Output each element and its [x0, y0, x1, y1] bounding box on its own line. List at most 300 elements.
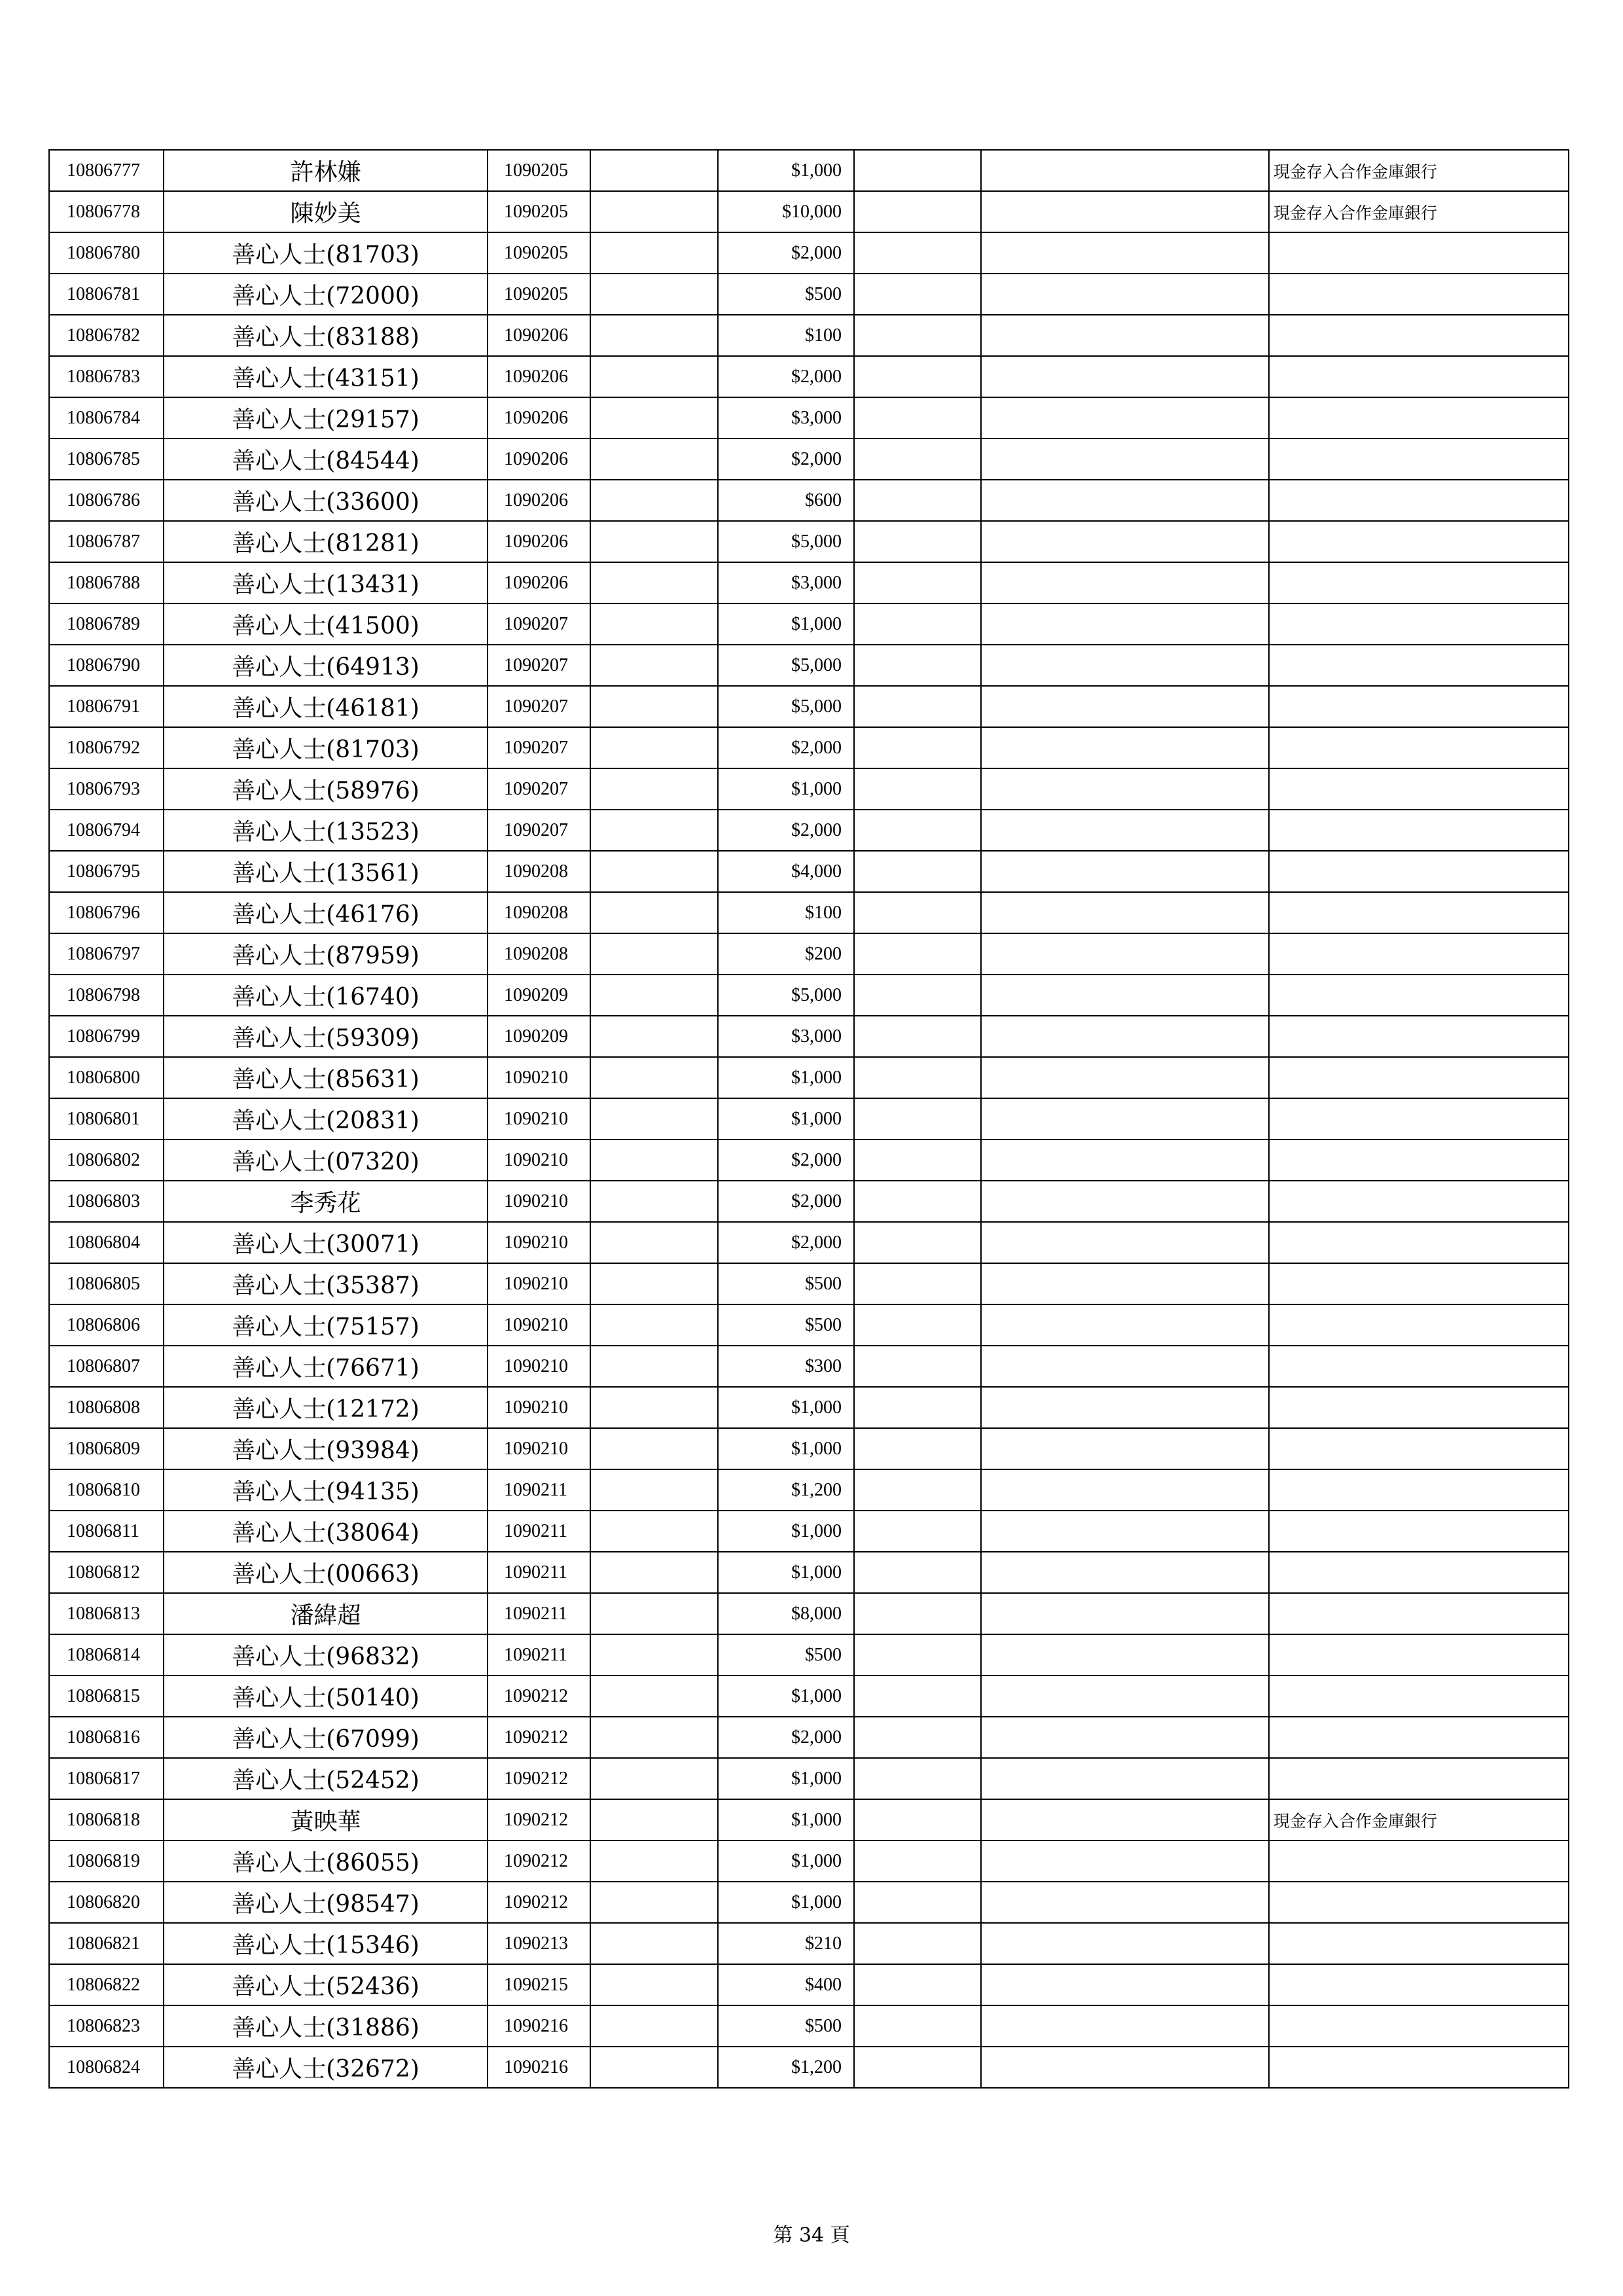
blank-cell — [981, 315, 1269, 356]
receipt-number-cell: 10806806 — [49, 1304, 164, 1346]
receipt-number-cell: 10806824 — [49, 2047, 164, 2088]
blank-cell — [590, 191, 718, 232]
amount-cell: $2,000 — [718, 356, 854, 397]
amount-cell: $1,000 — [718, 603, 854, 645]
date-cell: 1090216 — [488, 2047, 590, 2088]
note-cell — [1269, 1428, 1569, 1469]
receipt-number-cell: 10806812 — [49, 1552, 164, 1593]
table-row — [49, 2005, 1569, 2047]
donor-name-cell: 善心人士(32672) — [164, 2047, 488, 2088]
donor-name-cell: 陳妙美 — [164, 191, 488, 232]
note-cell — [1269, 1222, 1569, 1263]
blank-cell — [854, 851, 981, 892]
blank-cell — [854, 1552, 981, 1593]
blank-cell — [981, 851, 1269, 892]
table-row — [49, 356, 1569, 397]
donor-name-cell: 善心人士(13431) — [164, 562, 488, 603]
blank-cell — [854, 1923, 981, 1964]
receipt-number-cell: 10806786 — [49, 480, 164, 521]
date-cell: 1090207 — [488, 686, 590, 727]
blank-cell — [854, 686, 981, 727]
blank-cell — [590, 686, 718, 727]
blank-cell — [854, 1634, 981, 1676]
blank-cell — [590, 1799, 718, 1840]
donor-name-cell: 善心人士(12172) — [164, 1387, 488, 1428]
donor-name-cell: 善心人士(13561) — [164, 851, 488, 892]
amount-cell: $100 — [718, 892, 854, 933]
note-cell: 現金存入合作金庫銀行 — [1269, 191, 1569, 232]
amount-cell: $1,000 — [718, 1552, 854, 1593]
blank-cell — [590, 1387, 718, 1428]
note-cell — [1269, 1511, 1569, 1552]
donor-name-cell: 黃映華 — [164, 1799, 488, 1840]
table-row — [49, 1552, 1569, 1593]
date-cell: 1090206 — [488, 480, 590, 521]
table-row — [49, 1964, 1569, 2005]
blank-cell — [981, 975, 1269, 1016]
donor-name-cell: 善心人士(96832) — [164, 1634, 488, 1676]
table-row — [49, 1016, 1569, 1057]
note-cell — [1269, 810, 1569, 851]
date-cell: 1090210 — [488, 1057, 590, 1098]
receipt-number-cell: 10806802 — [49, 1139, 164, 1181]
blank-cell — [981, 1263, 1269, 1304]
blank-cell — [981, 645, 1269, 686]
receipt-number-cell: 10806823 — [49, 2005, 164, 2047]
date-cell: 1090207 — [488, 727, 590, 768]
note-cell — [1269, 1057, 1569, 1098]
receipt-number-cell: 10806804 — [49, 1222, 164, 1263]
table-row — [49, 1634, 1569, 1676]
date-cell: 1090211 — [488, 1634, 590, 1676]
date-cell: 1090211 — [488, 1469, 590, 1511]
table-row — [49, 397, 1569, 439]
note-cell — [1269, 1139, 1569, 1181]
note-cell — [1269, 1387, 1569, 1428]
note-cell — [1269, 274, 1569, 315]
donor-name-cell: 許林嫌 — [164, 150, 488, 191]
receipt-number-cell: 10806807 — [49, 1346, 164, 1387]
blank-cell — [981, 480, 1269, 521]
date-cell: 1090206 — [488, 521, 590, 562]
amount-cell: $500 — [718, 1304, 854, 1346]
receipt-number-cell: 10806797 — [49, 933, 164, 975]
blank-cell — [590, 1057, 718, 1098]
page-number: 第 34 頁 — [773, 2224, 850, 2247]
date-cell: 1090206 — [488, 356, 590, 397]
amount-cell: $1,200 — [718, 2047, 854, 2088]
blank-cell — [590, 603, 718, 645]
blank-cell — [590, 439, 718, 480]
receipt-number-cell: 10806783 — [49, 356, 164, 397]
amount-cell: $1,000 — [718, 1511, 854, 1552]
receipt-number-cell: 10806800 — [49, 1057, 164, 1098]
date-cell: 1090207 — [488, 810, 590, 851]
amount-cell: $3,000 — [718, 397, 854, 439]
blank-cell — [854, 1799, 981, 1840]
blank-cell — [981, 810, 1269, 851]
table-row — [49, 1676, 1569, 1717]
note-cell — [1269, 1758, 1569, 1799]
donor-name-cell: 善心人士(81703) — [164, 727, 488, 768]
blank-cell — [854, 1593, 981, 1634]
date-cell: 1090212 — [488, 1676, 590, 1717]
receipt-number-cell: 10806814 — [49, 1634, 164, 1676]
donor-name-cell: 善心人士(31886) — [164, 2005, 488, 2047]
table-row — [49, 1799, 1569, 1840]
note-cell — [1269, 315, 1569, 356]
table-row — [49, 933, 1569, 975]
blank-cell — [854, 1016, 981, 1057]
note-cell — [1269, 562, 1569, 603]
table-row — [49, 562, 1569, 603]
blank-cell — [590, 356, 718, 397]
date-cell: 1090206 — [488, 562, 590, 603]
blank-cell — [854, 892, 981, 933]
note-cell — [1269, 397, 1569, 439]
amount-cell: $200 — [718, 933, 854, 975]
donor-name-cell: 善心人士(67099) — [164, 1717, 488, 1758]
note-cell — [1269, 2047, 1569, 2088]
date-cell: 1090210 — [488, 1387, 590, 1428]
amount-cell: $5,000 — [718, 645, 854, 686]
blank-cell — [981, 1387, 1269, 1428]
table-row — [49, 2047, 1569, 2088]
table-row — [49, 645, 1569, 686]
note-cell — [1269, 1593, 1569, 1634]
receipt-number-cell: 10806784 — [49, 397, 164, 439]
donor-name-cell: 善心人士(16740) — [164, 975, 488, 1016]
note-cell — [1269, 356, 1569, 397]
receipt-number-cell: 10806810 — [49, 1469, 164, 1511]
note-cell — [1269, 1964, 1569, 2005]
blank-cell — [854, 439, 981, 480]
amount-cell: $1,000 — [718, 1758, 854, 1799]
amount-cell: $3,000 — [718, 1016, 854, 1057]
receipt-number-cell: 10806798 — [49, 975, 164, 1016]
blank-cell — [854, 1057, 981, 1098]
blank-cell — [590, 1923, 718, 1964]
blank-cell — [854, 397, 981, 439]
blank-cell — [854, 2005, 981, 2047]
table-row — [49, 686, 1569, 727]
note-cell — [1269, 1923, 1569, 1964]
blank-cell — [854, 1676, 981, 1717]
blank-cell — [981, 1057, 1269, 1098]
blank-cell — [590, 1758, 718, 1799]
blank-cell — [854, 1098, 981, 1139]
note-cell — [1269, 1304, 1569, 1346]
date-cell: 1090209 — [488, 975, 590, 1016]
blank-cell — [854, 975, 981, 1016]
amount-cell: $1,200 — [718, 1469, 854, 1511]
donor-name-cell: 善心人士(13523) — [164, 810, 488, 851]
blank-cell — [981, 892, 1269, 933]
blank-cell — [981, 1676, 1269, 1717]
receipt-number-cell: 10806794 — [49, 810, 164, 851]
table-row — [49, 1840, 1569, 1882]
blank-cell — [590, 768, 718, 810]
blank-cell — [854, 1840, 981, 1882]
donor-name-cell: 善心人士(58976) — [164, 768, 488, 810]
donor-name-cell: 善心人士(35387) — [164, 1263, 488, 1304]
blank-cell — [981, 1222, 1269, 1263]
receipt-number-cell: 10806792 — [49, 727, 164, 768]
blank-cell — [981, 1593, 1269, 1634]
table-row — [49, 1139, 1569, 1181]
amount-cell: $1,000 — [718, 1799, 854, 1840]
blank-cell — [854, 810, 981, 851]
blank-cell — [854, 1428, 981, 1469]
note-cell — [1269, 892, 1569, 933]
note-cell — [1269, 521, 1569, 562]
donor-name-cell: 善心人士(15346) — [164, 1923, 488, 1964]
blank-cell — [854, 1181, 981, 1222]
blank-cell — [590, 397, 718, 439]
blank-cell — [590, 1016, 718, 1057]
blank-cell — [854, 1717, 981, 1758]
blank-cell — [981, 686, 1269, 727]
date-cell: 1090210 — [488, 1263, 590, 1304]
table-row — [49, 315, 1569, 356]
donor-name-cell: 善心人士(00663) — [164, 1552, 488, 1593]
donor-name-cell: 善心人士(43151) — [164, 356, 488, 397]
receipt-number-cell: 10806796 — [49, 892, 164, 933]
receipt-number-cell: 10806799 — [49, 1016, 164, 1057]
blank-cell — [590, 521, 718, 562]
donor-name-cell: 善心人士(20831) — [164, 1098, 488, 1139]
note-cell — [1269, 1882, 1569, 1923]
date-cell: 1090216 — [488, 2005, 590, 2047]
note-cell — [1269, 645, 1569, 686]
date-cell: 1090205 — [488, 274, 590, 315]
blank-cell — [981, 150, 1269, 191]
blank-cell — [981, 603, 1269, 645]
amount-cell: $1,000 — [718, 1098, 854, 1139]
donor-name-cell: 善心人士(85631) — [164, 1057, 488, 1098]
date-cell: 1090210 — [488, 1139, 590, 1181]
table-row — [49, 1057, 1569, 1098]
table-row — [49, 727, 1569, 768]
blank-cell — [981, 1840, 1269, 1882]
blank-cell — [981, 1428, 1269, 1469]
blank-cell — [981, 2047, 1269, 2088]
donor-name-cell: 善心人士(33600) — [164, 480, 488, 521]
note-cell — [1269, 1840, 1569, 1882]
table-row — [49, 1717, 1569, 1758]
donor-name-cell: 善心人士(75157) — [164, 1304, 488, 1346]
donor-name-cell: 善心人士(46176) — [164, 892, 488, 933]
blank-cell — [981, 356, 1269, 397]
blank-cell — [590, 933, 718, 975]
table-row — [49, 480, 1569, 521]
blank-cell — [981, 1758, 1269, 1799]
table-row — [49, 1263, 1569, 1304]
date-cell: 1090212 — [488, 1882, 590, 1923]
blank-cell — [981, 1304, 1269, 1346]
receipt-number-cell: 10806787 — [49, 521, 164, 562]
receipt-number-cell: 10806778 — [49, 191, 164, 232]
blank-cell — [590, 1717, 718, 1758]
amount-cell: $1,000 — [718, 1387, 854, 1428]
blank-cell — [854, 2047, 981, 2088]
blank-cell — [854, 768, 981, 810]
blank-cell — [981, 232, 1269, 274]
amount-cell: $2,000 — [718, 1222, 854, 1263]
table-row — [49, 1511, 1569, 1552]
amount-cell: $2,000 — [718, 1181, 854, 1222]
blank-cell — [590, 1676, 718, 1717]
blank-cell — [854, 562, 981, 603]
date-cell: 1090208 — [488, 892, 590, 933]
donor-name-cell: 善心人士(86055) — [164, 1840, 488, 1882]
blank-cell — [590, 2047, 718, 2088]
blank-cell — [981, 521, 1269, 562]
blank-cell — [590, 1346, 718, 1387]
date-cell: 1090212 — [488, 1840, 590, 1882]
table-row — [49, 1882, 1569, 1923]
amount-cell: $8,000 — [718, 1593, 854, 1634]
amount-cell: $5,000 — [718, 521, 854, 562]
receipt-number-cell: 10806817 — [49, 1758, 164, 1799]
table-row — [49, 521, 1569, 562]
donor-name-cell: 善心人士(98547) — [164, 1882, 488, 1923]
receipt-number-cell: 10806780 — [49, 232, 164, 274]
date-cell: 1090211 — [488, 1552, 590, 1593]
blank-cell — [981, 1923, 1269, 1964]
date-cell: 1090205 — [488, 150, 590, 191]
donor-name-cell: 潘緯超 — [164, 1593, 488, 1634]
blank-cell — [854, 1222, 981, 1263]
amount-cell: $2,000 — [718, 1717, 854, 1758]
date-cell: 1090212 — [488, 1799, 590, 1840]
receipt-number-cell: 10806785 — [49, 439, 164, 480]
amount-cell: $1,000 — [718, 1428, 854, 1469]
blank-cell — [590, 1263, 718, 1304]
amount-cell: $500 — [718, 1263, 854, 1304]
table-row — [49, 1387, 1569, 1428]
amount-cell: $1,000 — [718, 768, 854, 810]
blank-cell — [590, 1840, 718, 1882]
blank-cell — [590, 1139, 718, 1181]
blank-cell — [854, 274, 981, 315]
donor-name-cell: 善心人士(38064) — [164, 1511, 488, 1552]
blank-cell — [854, 933, 981, 975]
donor-name-cell: 善心人士(94135) — [164, 1469, 488, 1511]
table-row — [49, 1222, 1569, 1263]
donor-name-cell: 善心人士(81281) — [164, 521, 488, 562]
blank-cell — [590, 1181, 718, 1222]
donor-name-cell: 善心人士(59309) — [164, 1016, 488, 1057]
table-row — [49, 603, 1569, 645]
receipt-number-cell: 10806782 — [49, 315, 164, 356]
amount-cell: $2,000 — [718, 1139, 854, 1181]
blank-cell — [854, 645, 981, 686]
blank-cell — [590, 1511, 718, 1552]
blank-cell — [590, 1552, 718, 1593]
donor-name-cell: 善心人士(46181) — [164, 686, 488, 727]
receipt-number-cell: 10806777 — [49, 150, 164, 191]
donor-name-cell: 善心人士(07320) — [164, 1139, 488, 1181]
note-cell — [1269, 1469, 1569, 1511]
blank-cell — [854, 521, 981, 562]
date-cell: 1090206 — [488, 439, 590, 480]
amount-cell: $1,000 — [718, 1676, 854, 1717]
table-row — [49, 150, 1569, 191]
amount-cell: $500 — [718, 1634, 854, 1676]
donor-name-cell: 善心人士(50140) — [164, 1676, 488, 1717]
donor-name-cell: 善心人士(81703) — [164, 232, 488, 274]
table-row — [49, 1098, 1569, 1139]
note-cell — [1269, 1717, 1569, 1758]
blank-cell — [981, 1016, 1269, 1057]
donor-name-cell: 善心人士(76671) — [164, 1346, 488, 1387]
receipt-number-cell: 10806788 — [49, 562, 164, 603]
donor-name-cell: 善心人士(64913) — [164, 645, 488, 686]
blank-cell — [854, 191, 981, 232]
table-row — [49, 1428, 1569, 1469]
amount-cell: $2,000 — [718, 439, 854, 480]
table-row — [49, 274, 1569, 315]
note-cell — [1269, 975, 1569, 1016]
donor-name-cell: 善心人士(41500) — [164, 603, 488, 645]
receipt-number-cell: 10806820 — [49, 1882, 164, 1923]
amount-cell: $500 — [718, 274, 854, 315]
date-cell: 1090210 — [488, 1346, 590, 1387]
date-cell: 1090213 — [488, 1923, 590, 1964]
amount-cell: $210 — [718, 1923, 854, 1964]
receipt-number-cell: 10806789 — [49, 603, 164, 645]
date-cell: 1090207 — [488, 768, 590, 810]
date-cell: 1090211 — [488, 1593, 590, 1634]
date-cell: 1090211 — [488, 1511, 590, 1552]
blank-cell — [590, 480, 718, 521]
note-cell — [1269, 603, 1569, 645]
note-cell — [1269, 1634, 1569, 1676]
blank-cell — [590, 274, 718, 315]
donor-name-cell: 李秀花 — [164, 1181, 488, 1222]
date-cell: 1090207 — [488, 603, 590, 645]
blank-cell — [590, 150, 718, 191]
amount-cell: $2,000 — [718, 727, 854, 768]
note-cell: 現金存入合作金庫銀行 — [1269, 150, 1569, 191]
note-cell — [1269, 1346, 1569, 1387]
blank-cell — [981, 1799, 1269, 1840]
table-row — [49, 1758, 1569, 1799]
note-cell — [1269, 480, 1569, 521]
blank-cell — [854, 1304, 981, 1346]
blank-cell — [590, 562, 718, 603]
blank-cell — [854, 1387, 981, 1428]
receipt-number-cell: 10806819 — [49, 1840, 164, 1882]
blank-cell — [590, 1098, 718, 1139]
blank-cell — [981, 727, 1269, 768]
table-row — [49, 1593, 1569, 1634]
blank-cell — [590, 851, 718, 892]
blank-cell — [854, 1346, 981, 1387]
donor-name-cell: 善心人士(83188) — [164, 315, 488, 356]
amount-cell: $400 — [718, 1964, 854, 2005]
table-row — [49, 892, 1569, 933]
ledger-body — [49, 150, 1569, 2088]
table-row — [49, 232, 1569, 274]
blank-cell — [590, 727, 718, 768]
note-cell — [1269, 851, 1569, 892]
blank-cell — [981, 562, 1269, 603]
blank-cell — [590, 1964, 718, 2005]
receipt-number-cell: 10806815 — [49, 1676, 164, 1717]
table-row — [49, 1181, 1569, 1222]
